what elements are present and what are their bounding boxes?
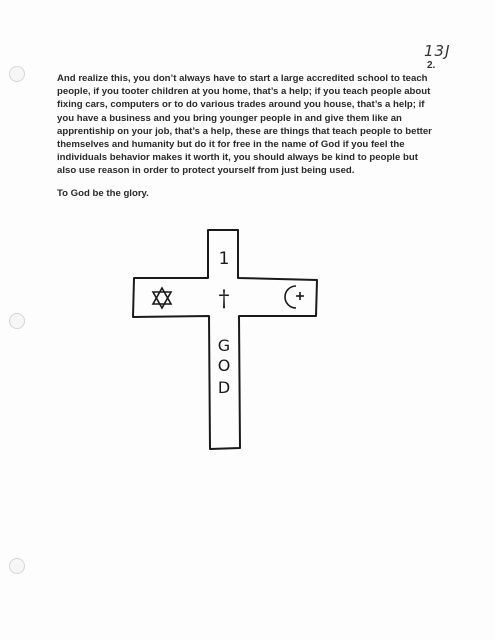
crescent-cross-icon [285, 286, 304, 308]
god-letter-d: D [217, 378, 231, 397]
god-letter-o: O [217, 356, 231, 375]
binder-hole [9, 313, 25, 329]
cross-top-text: 1 [218, 249, 230, 269]
god-letter-g: G [217, 336, 231, 355]
cross-center-symbol: † [218, 287, 230, 312]
handwritten-page-code: 13J [424, 42, 451, 60]
body-paragraph: And realize this, you don’t always have to start a large accredited school to teach people, if you tooter children at you home, that’s a help; if you teach people about fixing cars, computers or to do various trades around you house, that’s a help; if you have a business and you bring younger people in and give them like an apprentiship on your job, that’s a help, these are things that teach people to better themselves and humanity but do it for free in the name of God if you feel the individuals behavior makes it worth it, you should always be kind to people but also use reason in order to protect yourself from just being used. [57, 73, 432, 177]
closing-line: To God be the glory. [57, 188, 149, 199]
binder-hole [9, 558, 25, 574]
star-of-david-icon [153, 288, 171, 308]
cross-drawing [120, 220, 330, 460]
binder-hole [9, 66, 25, 82]
page-number: 2. [427, 60, 436, 71]
